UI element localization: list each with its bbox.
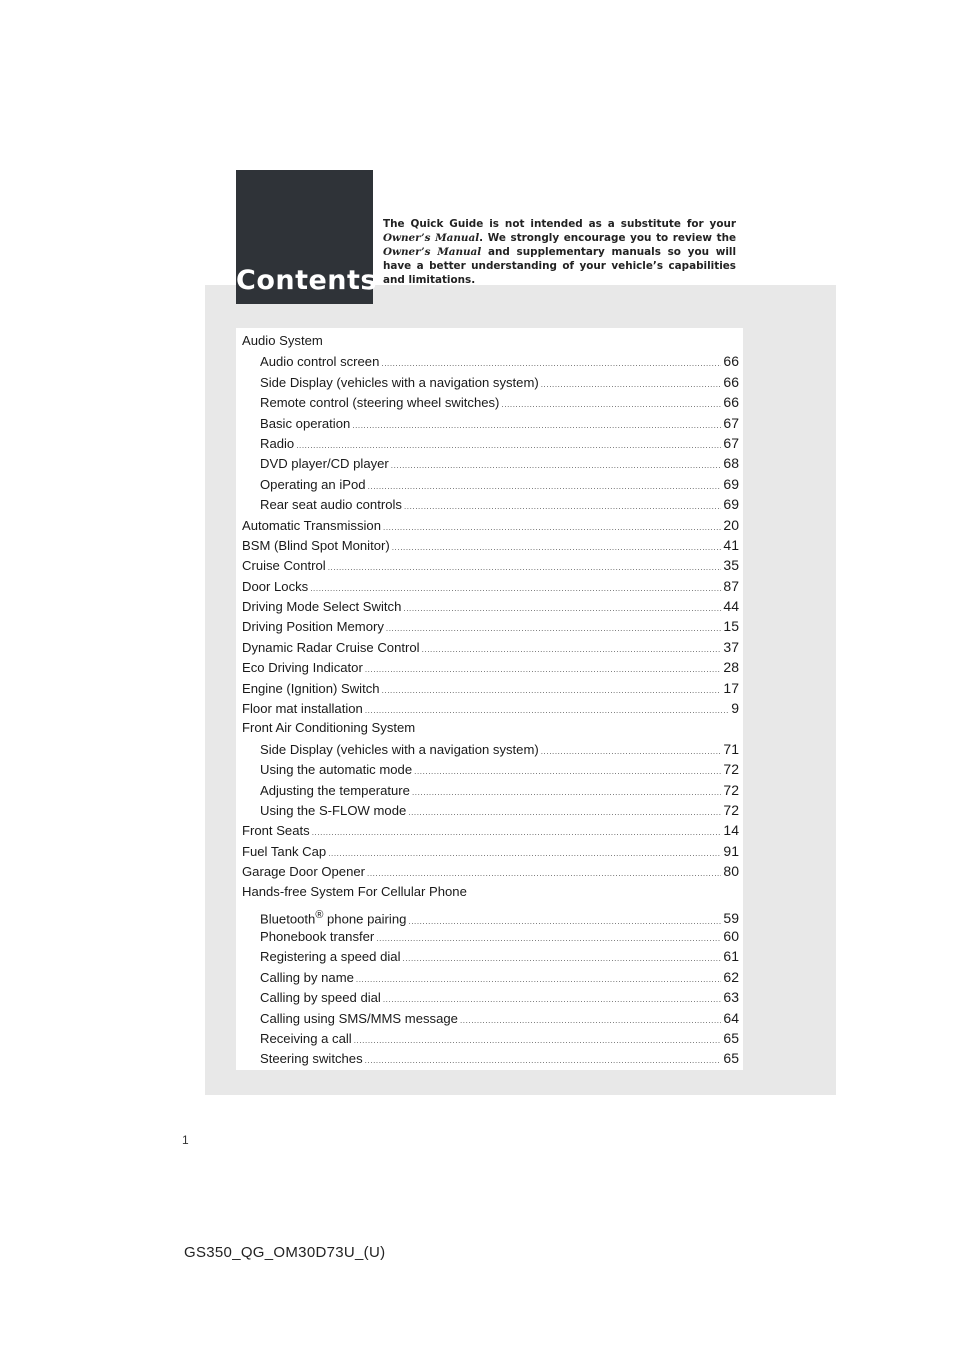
toc-entry-page-number: 69 [723,496,739,513]
page-title: Contents [236,265,378,296]
toc-list [242,333,739,1071]
dot-leader [365,665,722,674]
toc-entry[interactable] [242,928,739,948]
dot-leader [386,624,722,633]
toc-entry-page-number: 72 [723,761,739,778]
toc-entry[interactable] [242,374,739,394]
toc-entry-page-number: 67 [723,434,739,451]
dot-leader [414,767,721,776]
toc-entry[interactable] [242,761,739,781]
toc-entry-label [260,909,406,926]
toc-entry-page-number: 14 [723,822,739,839]
toc-entry-page-number: 17 [723,679,739,696]
toc-entry[interactable] [242,517,739,537]
toc-entry-page-number: 15 [723,618,739,635]
toc-entry[interactable] [242,476,739,496]
toc-entry-label: Driving Mode Select Switch [242,599,402,615]
toc-entry-label: Receiving a call [260,1030,352,1046]
toc-entry-page-number: 87 [723,577,739,594]
dot-leader [408,917,721,926]
dot-leader [328,563,722,572]
toc-entry-page-number: 72 [723,801,739,818]
toc-entry[interactable] [242,680,739,700]
toc-heading-audio-system [242,333,739,353]
toc-entry-label: Front Air Conditioning System [242,720,416,736]
toc-entry[interactable] [242,989,739,1009]
toc-entry-page-number: 20 [723,516,739,533]
dot-leader [403,604,721,613]
toc-entry-label: Registering a speed dial [260,949,401,965]
dot-leader [383,523,721,532]
toc-entry-page-number: 91 [723,842,739,859]
toc-entry-label: Audio System [242,333,323,348]
toc-entry-label: Driving Position Memory [242,619,384,635]
toc-entry-label: Using the S-FLOW mode [260,802,407,818]
toc-entry-label: Front Seats [242,823,310,839]
toc-entry-label: BSM (Blind Spot Monitor) [242,537,390,553]
toc-entry-label: Fuel Tank Cap [242,843,327,859]
toc-entry-label: Calling by speed dial [260,990,381,1006]
toc-entry[interactable] [242,639,739,659]
toc-entry[interactable] [242,969,739,989]
toc-entry-page-number: 61 [723,948,739,965]
toc-entry[interactable] [242,822,739,842]
dot-leader [354,1036,722,1045]
dot-leader [460,1016,721,1025]
toc-entry-label: Audio control screen [260,354,380,370]
toc-entry-label: Remote control (steering wheel switches) [260,395,500,411]
toc-entry-page-number: 62 [723,968,739,985]
dot-leader [404,502,721,511]
toc-entry-page-number: 66 [723,353,739,370]
toc-entry[interactable] [242,659,739,679]
toc-entry-label: DVD player/CD player [260,456,389,472]
dot-leader [408,808,721,817]
toc-entry-page-number: 28 [723,659,739,676]
toc-entry-label: Dynamic Radar Cruise Control [242,639,420,655]
dot-leader [541,747,722,756]
toc-entry-label: Side Display (vehicles with a navigation system) [260,741,539,757]
toc-entry-label: Rear seat audio controls [260,497,402,513]
toc-entry-label: Basic operation [260,415,351,431]
toc-entry-page-number: 44 [723,598,739,615]
toc-entry-label: Calling by name [260,969,354,985]
dot-leader [352,421,721,430]
dot-leader [422,645,722,654]
dot-leader [501,400,721,409]
dot-leader [312,828,722,837]
toc-entry-label: Garage Door Opener [242,864,366,880]
dot-leader [365,706,729,715]
dot-leader [381,359,721,368]
toc-entry-page-number: 41 [723,536,739,553]
toc-entry[interactable] [242,496,739,516]
toc-entry-label: Floor mat installation [242,701,363,717]
toc-entry[interactable] [242,435,739,455]
toc-entry[interactable] [242,353,739,373]
toc-entry[interactable] [242,843,739,863]
dot-leader [376,934,721,943]
toc-entry-label: Radio [260,435,295,451]
dot-leader [412,788,721,797]
toc-entry[interactable] [242,578,739,598]
dot-leader [367,869,721,878]
disclaimer-notice: The Quick Guide is not intended as a substitute for your Owner’s Manual. We strongly encourage you to review the Owner’s Manual and supplementary manuals so you will have a better understanding of your vehicle’s capabilities and limitations. [383,218,737,286]
dot-leader [383,995,722,1004]
toc-entry[interactable] [242,415,739,435]
toc-entry-label: Steering switches [260,1051,363,1067]
toc-entry-page-number: 35 [723,557,739,574]
toc-entry[interactable] [242,1050,739,1070]
toc-entry-label: Side Display (vehicles with a navigation system) [260,374,539,390]
dot-leader [356,975,722,984]
toc-entry[interactable] [242,557,739,577]
toc-entry-label: Phonebook transfer [260,928,375,944]
table-of-contents [236,328,743,1070]
toc-entry[interactable] [242,618,739,638]
toc-entry[interactable] [242,1010,739,1030]
dot-leader [296,441,721,450]
page-number: 1 [182,1133,189,1147]
toc-entry[interactable] [242,394,739,414]
contents-header-box [236,170,378,304]
toc-entry-page-number: 69 [723,475,739,492]
dot-leader [391,461,722,470]
toc-entry-label: Hands-free System For Cellular Phone [242,883,467,899]
toc-entry-label: Eco Driving Indicator [242,660,363,676]
toc-entry-page-number: 9 [731,700,739,717]
toc-entry[interactable] [242,537,739,557]
toc-entry-page-number: 63 [723,989,739,1006]
toc-entry-label: Door Locks [242,578,309,594]
toc-entry[interactable] [242,1030,739,1050]
dot-leader [382,686,722,695]
dot-leader [392,543,722,552]
toc-entry-label: Engine (Ignition) Switch [242,680,380,696]
toc-entry[interactable] [242,741,739,761]
toc-entry-page-number: 67 [723,414,739,431]
toc-entry[interactable] [242,904,739,928]
document-code: GS350_QG_OM30D73U_(U) [184,1244,386,1261]
dot-leader [328,849,721,858]
toc-entry-label: Using the automatic mode [260,762,413,778]
toc-entry-label: Operating an iPod [260,476,366,492]
toc-entry-page-number: 72 [723,781,739,798]
toc-entry-page-number: 66 [723,394,739,411]
toc-entry-page-number: 59 [723,909,739,926]
toc-entry-page-number: 66 [723,373,739,390]
dot-leader [368,482,722,491]
toc-entry[interactable] [242,700,739,720]
dot-leader [365,1056,722,1065]
toc-entry-label: Cruise Control [242,558,326,574]
toc-entry-label: Adjusting the temperature [260,782,410,798]
toc-entry[interactable] [242,455,739,475]
toc-heading-hands-free-system [242,884,739,904]
toc-entry-label-part: phone pairing [323,910,407,926]
toc-entry-page-number: 60 [723,927,739,944]
registered-mark: ® [315,908,324,921]
toc-entry-page-number: 80 [723,863,739,880]
toc-entry[interactable] [242,863,739,883]
dot-leader [541,380,722,389]
dot-leader [310,584,721,593]
toc-entry[interactable] [242,802,739,822]
toc-entry-page-number: 68 [723,455,739,472]
dot-leader [402,954,721,963]
toc-entry-page-number: 37 [723,638,739,655]
toc-entry[interactable] [242,782,739,802]
toc-entry-label-part: Bluetooth [260,910,316,926]
toc-entry-label: Automatic Transmission [242,517,381,533]
toc-entry-page-number: 71 [723,740,739,757]
toc-entry-page-number: 64 [723,1009,739,1026]
toc-entry[interactable] [242,948,739,968]
toc-entry[interactable] [242,598,739,618]
toc-heading-front-air-conditioning [242,720,739,740]
toc-entry-label: Calling using SMS/MMS message [260,1010,458,1026]
toc-entry-page-number: 65 [723,1050,739,1067]
toc-entry-page-number: 65 [723,1029,739,1046]
